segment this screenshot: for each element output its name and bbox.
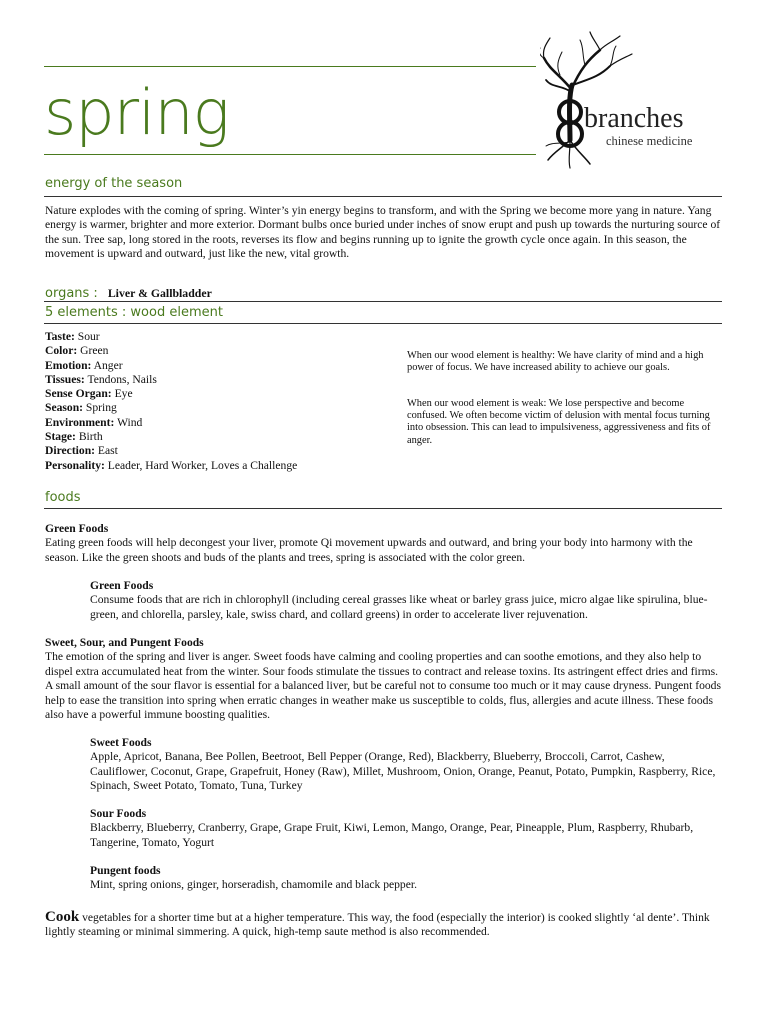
sour-foods-text: Blackberry, Blueberry, Cranberry, Grape, Grape Fruit, Kiwi, Lemon, Mango, Orange, Pear, Pineapple, Plum, Raspberry, Rhubarb, Tangerine, Tomato, Yogurt	[90, 821, 694, 849]
prop-taste: Taste: Sour	[45, 330, 100, 343]
wood-healthy-text: When our wood element is healthy: We have clarity of mind and a high power of focus. We have increased ability to achieve our goals.	[407, 350, 704, 374]
element-properties	[45, 330, 395, 473]
sweet-foods-text: Apple, Apricot, Banana, Bee Pollen, Beetroot, Bell Pepper (Orange, Red), Blackberry, Blueberry, Broccoli, Carrot, Cashew, Cauliflower, Coconut, Grape, Grapefruit, Honey (Raw), Millet, Mushroom, Onion, Orange, Peanut, Potato, Pumpkin, Raspberry, Rice, Spinach, Sweet Potato, Tomato, Tuna, Turkey	[90, 750, 716, 793]
cook-word: Cook	[45, 909, 80, 925]
pungent-foods-text: Mint, spring onions, ginger, horseradish, chamomile and black pepper.	[90, 878, 417, 892]
tree-logo-icon	[540, 30, 730, 170]
logo-subtitle: chinese medicine	[606, 134, 693, 148]
ssp-heading: Sweet, Sour, and Pungent Foods	[45, 636, 204, 649]
foods-heading: foods	[45, 490, 81, 505]
foods-rule	[44, 508, 722, 509]
page-title: spring	[44, 76, 229, 149]
energy-heading: energy of the season	[45, 176, 183, 191]
green-foods-text: Eating green foods will help decongest your liver, promote Qi movement upwards and outward, and bring your body into harmony with the season. Like the green shoots and buds of the plants and trees, spring is associated with the color green.	[45, 536, 693, 564]
prop-sense-organ: Sense Organ: Eye	[45, 387, 133, 401]
ssp-text: The emotion of the spring and liver is anger. Sweet foods have calming and cooling properties and can soothe emotions, and they also help to dispel extra accumulated heat from the winter. Sour foods stimulate the tissues to contract and release toxins. Its astringent effect dries and firms. A small amount of the sour flavor is essential for a balanced liver, but be careful not to consume too much or it may cause dryness. Pungent foods help to ease the transition into spring when erratic changes in weather make us susceptible to colds, flus, allergies and acute illness. These foods also have a powerful immune boosting qualities.	[45, 650, 721, 722]
prop-personality: Personality: Leader, Hard Worker, Loves a Challenge	[45, 458, 298, 472]
prop-direction: Direction: East	[45, 444, 118, 458]
title-bottom-rule	[44, 154, 536, 155]
prop-tissues: Tissues: Tendons, Nails	[45, 372, 157, 386]
sweet-foods-heading: Sweet Foods	[90, 736, 152, 749]
prop-stage: Stage: Birth	[45, 430, 103, 444]
title-top-rule	[44, 66, 536, 67]
green-foods-section	[45, 522, 721, 565]
prop-environment: Environment: Wind	[45, 415, 143, 429]
prop-color: Color: Green	[45, 344, 109, 358]
logo	[540, 30, 730, 170]
ssp-section	[45, 636, 721, 722]
elements-rule	[44, 323, 722, 324]
pungent-foods-heading: Pungent foods	[90, 864, 161, 877]
elements-heading: 5 elements : wood element	[45, 305, 223, 320]
sweet-foods-section	[90, 736, 720, 794]
cook-paragraph	[45, 910, 721, 940]
wood-weak-text: When our wood element is weak: We lose perspective and become confused. We often become victim of delusion with mental focus turning into obsession. This can lead to impulsiveness, aggressiveness and fits of anger.	[407, 398, 711, 446]
green-foods-heading: Green Foods	[45, 522, 109, 535]
prop-emotion: Emotion: Anger	[45, 358, 123, 372]
energy-rule	[44, 196, 722, 197]
prop-season: Season: Spring	[45, 401, 117, 415]
sour-foods-heading: Sour Foods	[90, 807, 147, 820]
green-foods-sub-text: Consume foods that are rich in chlorophyll (including cereal grasses like wheat or barley grass juice, micro algae like spirulina, blue-green, and chlorella, parsley, kale, swiss chard, and collard greens) in order to accelerate liver rejuvenation.	[90, 593, 708, 621]
green-foods-sub-heading: Green Foods	[90, 579, 154, 592]
organs-line	[45, 284, 212, 302]
sour-foods-section	[90, 807, 720, 850]
organs-label: organs :	[45, 286, 98, 301]
logo-brand-text: branches	[584, 103, 684, 134]
pungent-foods-section	[90, 864, 720, 893]
green-foods-sub-section	[90, 579, 720, 622]
organs-rule	[44, 301, 722, 302]
energy-text: Nature explodes with the coming of spring. Winter’s yin energy begins to transform, and with the Spring we become more yang in nature. Yang energy is warmer, brighter and more exterior. Dormant bulbs once buried under inches of snow erupt and push up towards the nurturing source of the sun. Tree sap, long stored in the roots, reverses its flow and begins running up to ignite the growth cycle once again. In this season, the movement is upward and outward, just like the new, vital growth.	[45, 204, 721, 261]
cook-text: vegetables for a shorter time but at a higher temperature. This way, the food (especially the interior) is cooked slightly ‘al dente’. Think lightly steaming or minimal simmering. A quick, high-temp saute method is also recommended.	[45, 911, 710, 939]
organs-value: Liver & Gallbladder	[107, 286, 212, 300]
